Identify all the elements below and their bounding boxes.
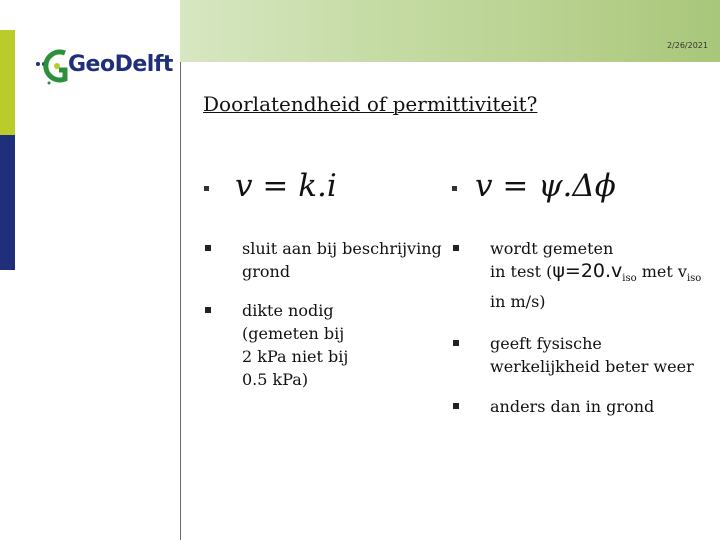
divider-line (180, 62, 181, 540)
right-item-2: geeft fysische werkelijkheid beter weer (490, 334, 694, 376)
right-item-1: wordt gemeten in test ($\psi=20.v_{iso}$ met $v_{iso}$ in m/s) (490, 239, 702, 311)
slide-title: Doorlatendheid of permittiviteit? (203, 92, 538, 116)
bullet-right-2 (453, 340, 459, 346)
left-item-1: sluit aan bij beschrijving grond (242, 239, 442, 281)
side-bar-green (0, 30, 15, 135)
left-item-2: dikte nodig (gemeten bij 2 kPa niet bij 0.5 kPa) (242, 301, 349, 389)
formula-bullet-right (452, 186, 457, 191)
header-banner (180, 0, 720, 62)
formula-right: v = ψ.Δϕ (475, 168, 616, 204)
formula-bullet-left (204, 186, 209, 191)
bullet-right-3 (453, 403, 459, 409)
logo-text: GeoDelft (68, 52, 173, 77)
formula-left: v = k.i (235, 168, 337, 204)
slide-date: 2/26/2021 (666, 41, 708, 50)
bullet-left-2 (205, 307, 211, 313)
bullet-right-1 (453, 245, 459, 251)
right-item-3: anders dan in grond (490, 397, 655, 416)
bullet-left-1 (205, 245, 211, 251)
side-bar-navy (0, 135, 15, 270)
